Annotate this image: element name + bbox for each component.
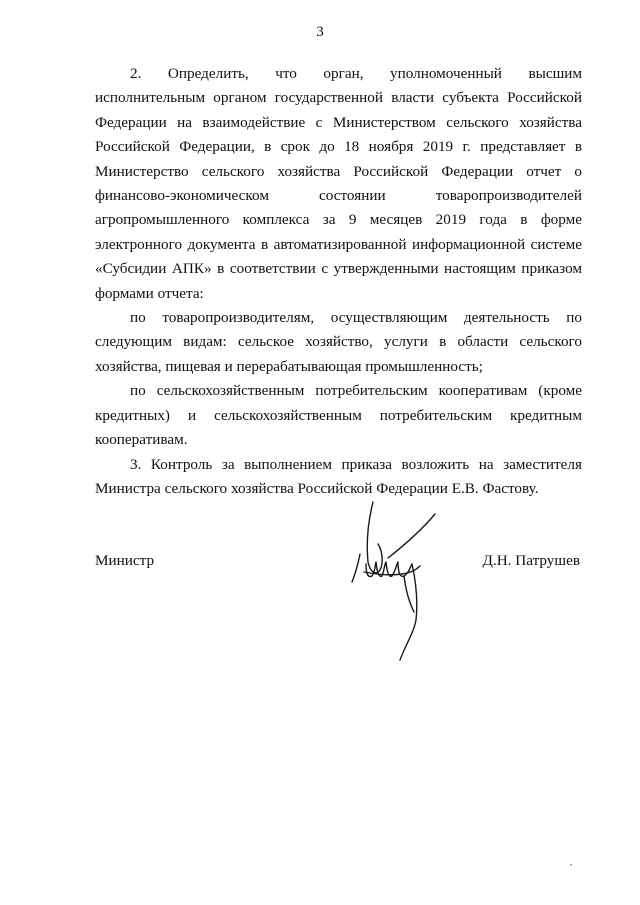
paragraph-producers: по товаропроизводителям, осуществляющим деятельность по следующим видам: сельское хозяйство, услуги в области сельского хозяйства, пищевая и перерабатывающая промышленность; <box>95 309 582 375</box>
page-number: 3 <box>316 24 324 40</box>
handwritten-signature <box>340 492 450 672</box>
paragraph-2: 2. Определить, что орган, уполномоченный высшим исполнительным органом государственной власти субъекта Российской Федерации на взаимодействие с Министерством сельского хозяйства Российской Федерации, в срок до 18 ноября 2019 г. представляет в Министерство сельского хозяйства Российской Федерации отчет о финансово-экономическом состоянии товаропроизводителей агропромышленного комплекса за 9 месяцев 2019 года в форме электронного документа в автоматизированной информационной системе «Субсидии АПК» в соответствии с утвержденными настоящим приказом формами отчета: <box>95 65 582 302</box>
paragraph-cooperatives: по сельскохозяйственным потребительским кооперативам (кроме кредитных) и сельскохозяйственным потребительским кредитным кооперативам. <box>95 382 582 449</box>
scan-speck <box>570 864 572 866</box>
document-body <box>95 62 582 501</box>
signatory-name: Д.Н. Патрушев <box>482 552 580 569</box>
paragraph-3: 3. Контроль за выполнением приказа возложить на заместителя Министра сельского хозяйства Российской Федерации Е.В. Фастову. <box>95 455 582 497</box>
signatory-title: Министр <box>95 552 155 569</box>
